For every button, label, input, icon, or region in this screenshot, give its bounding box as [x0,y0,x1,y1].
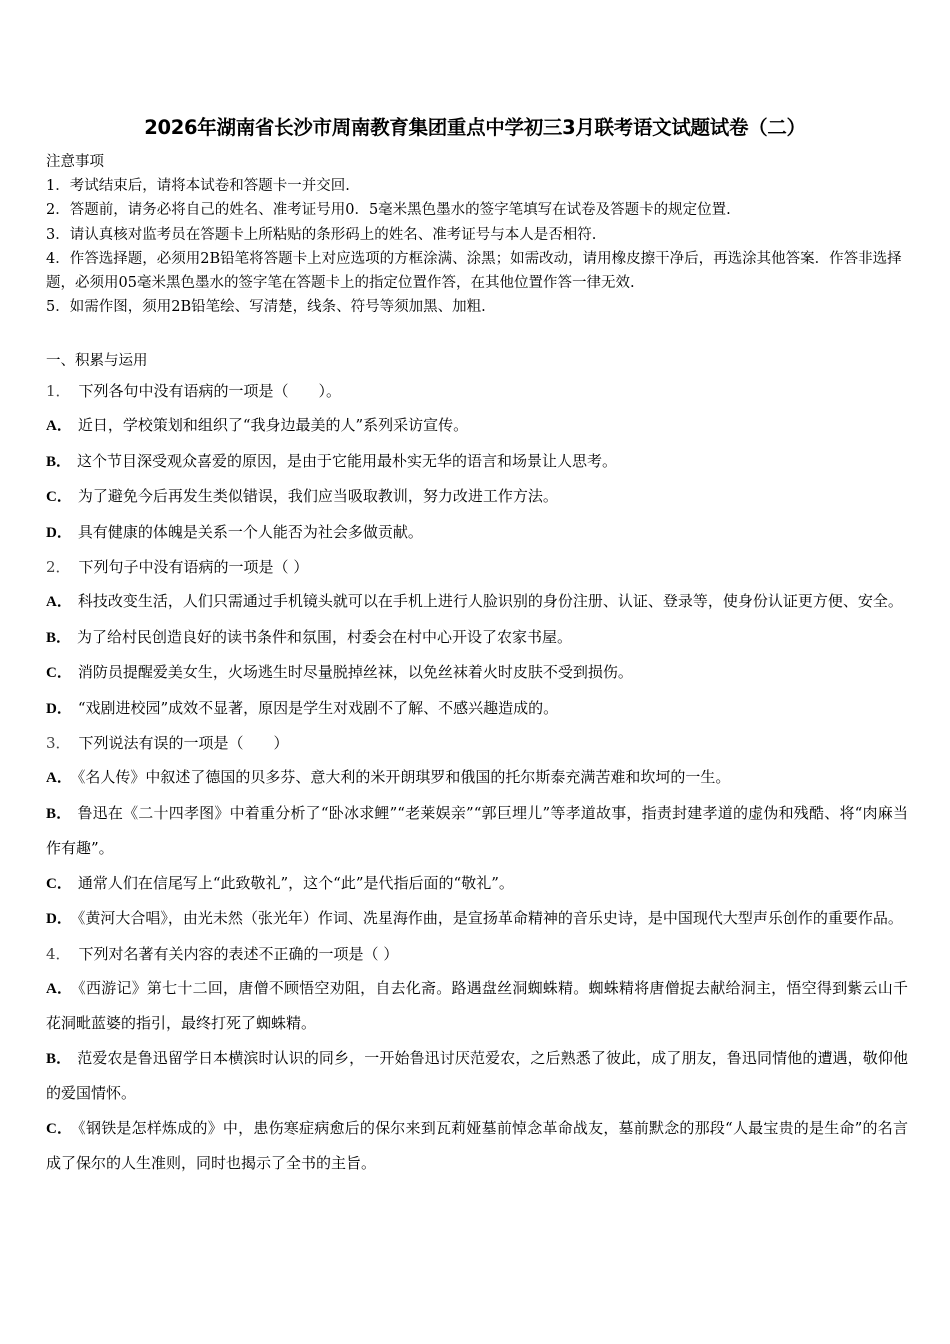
option-text: 消防员提醒爱美女生，火场逃生时尽量脱掉丝袜，以免丝袜着火时皮肤不受到损伤。 [77,663,633,681]
option-text: 近日，学校策划和组织了“我身边最美的人”系列采访宣传。 [77,416,469,434]
option-label: B． [46,805,72,822]
answer-option [46,866,908,902]
option-label: B． [46,1050,72,1067]
option-label: C． [46,875,72,892]
answer-option [46,1041,908,1111]
option-label: D． [46,700,72,717]
answer-option [46,901,908,937]
option-text: 具有健康的体魄是关系一个人能否为社会多做贡献。 [77,522,423,541]
questions-section [46,348,908,1181]
option-label: C． [46,489,72,505]
answer-option [46,515,908,551]
question-number: 1． [46,382,71,400]
question-stem [46,726,908,760]
note-item: 3．请认真核对监考员在答题卡上所粘贴的条形码上的姓名、准考证号与本人是否相符. [46,226,597,243]
option-label: D． [46,911,72,927]
notes-heading: 注意事项 [46,154,104,170]
question-text: 下列各句中没有语病的一项是（ ）。 [78,382,342,400]
option-text: 通常人们在信尾写上“此致敬礼”，这个“此”是代指后面的“敬礼”。 [77,873,514,892]
option-text: 范爱农是鲁迅留学日本横滨时认识的同乡，一开始鲁迅讨厌范爱农，之后熟悉了彼此，成了朋友，鲁迅同情他的遭遇，敬仰他的爱国情怀。 [46,1048,908,1102]
note-item: 1．考试结束后，请将本试卷和答题卡一并交回. [46,178,350,195]
answer-option [46,691,908,727]
note-item: 5．如需作图，须用2B铅笔绘、写清楚，线条、符号等须加黑、加粗. [46,299,486,316]
option-label: D． [46,524,72,541]
option-label: A． [46,770,72,786]
option-label: A． [46,594,72,610]
option-label: B． [46,629,72,646]
option-text: 《名人传》中叙述了德国的贝多芬、意大利的米开朗琪罗和俄国的托尔斯泰充满苦难和坎坷的一生。 [77,768,731,786]
question-number: 3． [46,734,71,752]
option-text: 科技改变生活，人们只需通过手机镜头就可以在手机上进行人脸识别的身份注册、认证、登录等，使身份认证更方便、安全。 [77,592,903,610]
option-label: C． [46,1120,73,1137]
question-text: 下列对名著有关内容的表述不正确的一项是（ ） [78,944,399,963]
question-text: 下列句子中没有语病的一项是（ ） [78,558,309,576]
answer-option [46,584,908,620]
question-number: 4． [46,944,71,963]
option-text: 为了给村民创造良好的读书条件和氛围，村委会在村中心开设了农家书屋。 [77,627,573,646]
answer-option [46,1111,908,1181]
answer-option [46,444,908,480]
question-stem [46,550,908,584]
section-heading: 一、积累与运用 [46,353,148,369]
answer-option [46,479,908,515]
answer-option [46,796,908,866]
answer-option [46,655,908,691]
question-stem [46,374,908,408]
option-text: 《西游记》第七十二回，唐僧不顾悟空劝阻，自去化斋。路遇盘丝洞蜘蛛精。蜘蛛精将唐僧捉去献给洞主，悟空得到紫云山千花洞毗蓝婆的指引，最终打死了蜘蛛精。 [46,978,908,1032]
option-text: 这个节目深受观众喜爱的原因，是由于它能用最朴实无华的语言和场景让人思考。 [77,451,618,470]
option-text: “戏剧进校园”成效不显著，原因是学生对戏剧不了解、不感兴趣造成的。 [77,698,559,717]
answer-option [46,620,908,656]
option-text: 鲁迅在《二十四孝图》中着重分析了“卧冰求鲤”“老莱娱亲”“郭巨埋儿”等孝道故事，指责封建孝道的虚伪和残酷、将“肉麻当作有趣”。 [46,803,908,857]
option-text: 《黄河大合唱》，由光未然（张光年）作词、冼星海作曲，是宣扬革命精神的音乐史诗，是中国现代大型声乐创作的重要作品。 [77,909,903,927]
question-number: 2． [46,558,71,576]
page-title: 2026年湖南省长沙市周南教育集团重点中学初三3月联考语文试题试卷（二） [144,116,806,139]
answer-option [46,408,908,444]
option-text: 《钢铁是怎样炼成的》中，患伤寒症病愈后的保尔来到瓦莉娅墓前悼念革命战友，墓前默念的那段“人最宝贵的是生命”的名言成了保尔的人生准则，同时也揭示了全书的主旨。 [46,1118,908,1172]
option-label: B． [46,453,72,470]
question-stem [46,937,908,971]
option-label: A． [46,418,72,434]
note-item: 2．答题前，请务必将自己的姓名、准考证号用0．5毫米黑色墨水的签字笔填写在试卷及答题卡的规定位置. [46,202,731,219]
answer-option [46,760,908,796]
option-label: A． [46,980,73,997]
option-text: 为了避免今后再发生类似错误，我们应当吸取教训，努力改进工作方法。 [77,487,558,505]
note-item: 4．作答选择题，必须用2B铅笔将答题卡上对应选项的方框涂满、涂黑；如需改动，请用橡皮擦干净后，再选涂其他答案．作答非选择题，必须用05毫米黑色墨水的签字笔在答题卡上的指定位置作答，在其他位置作答一律无效. [46,250,902,292]
notes-section [46,150,906,319]
answer-option [46,971,908,1041]
question-text: 下列说法有误的一项是（ ） [78,734,289,752]
option-label: C． [46,665,72,681]
